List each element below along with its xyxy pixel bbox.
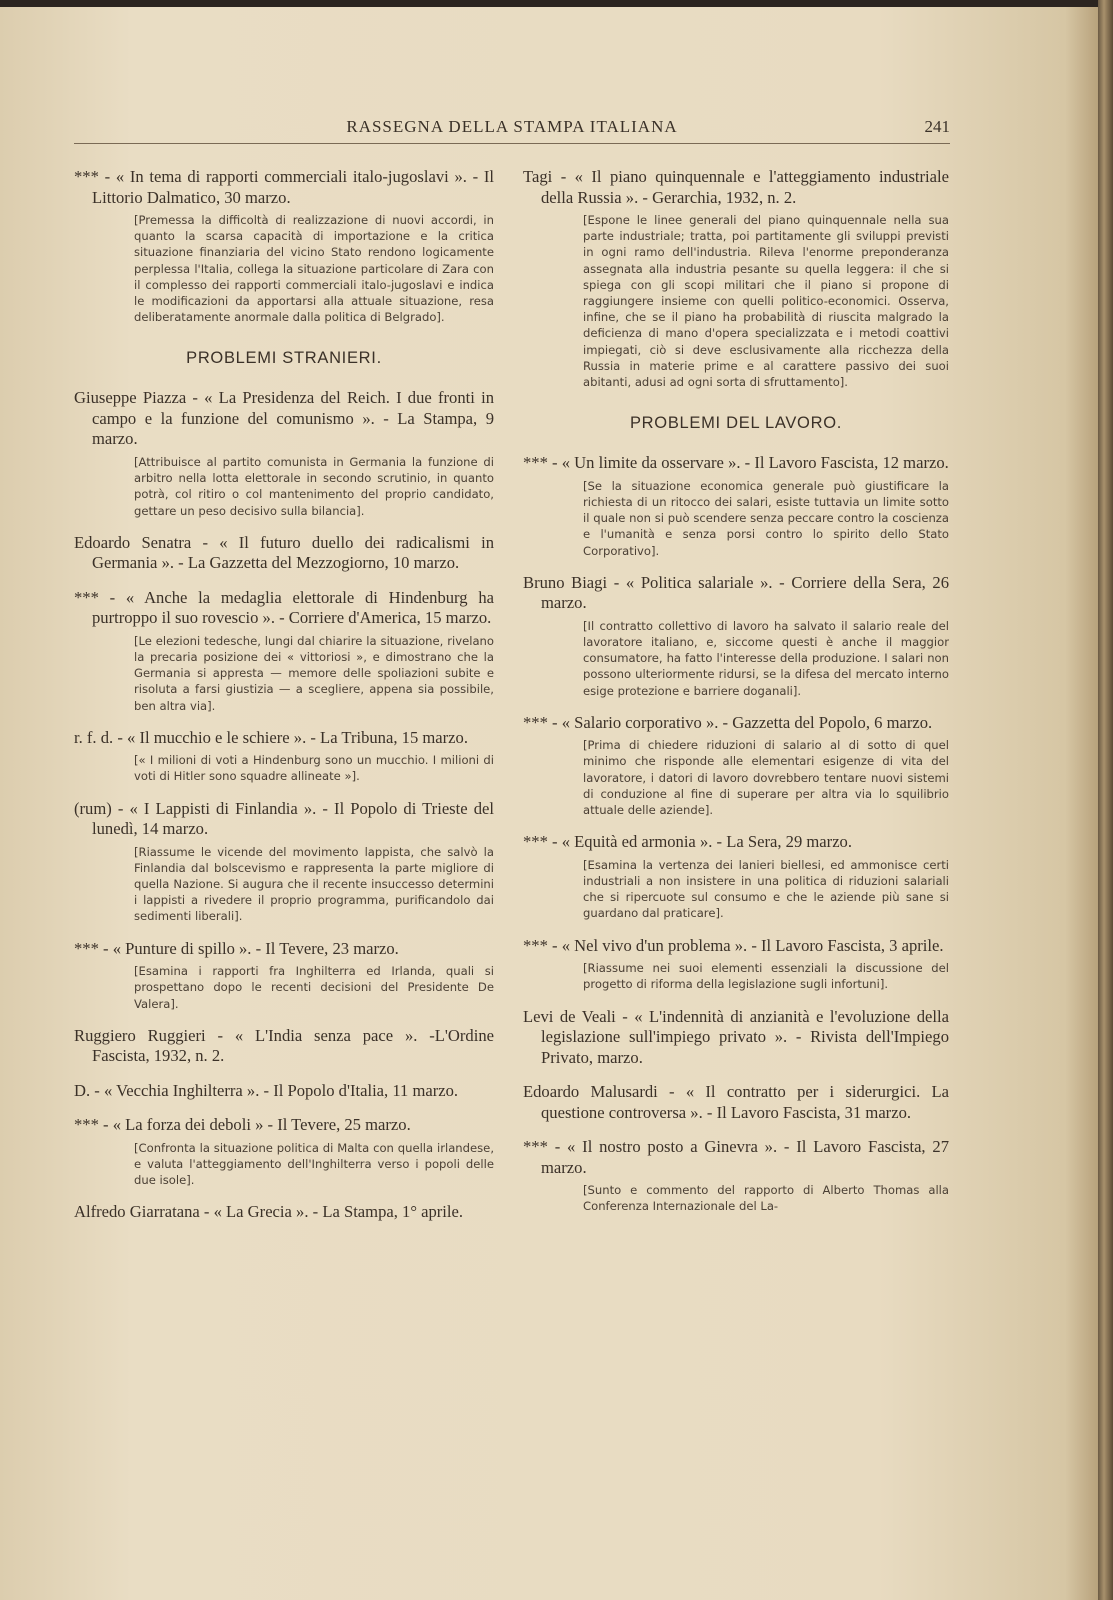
citation: *** - « Il nostro posto a Ginevra ». - Il Lavoro Fascista, 27 marzo.: [523, 1137, 949, 1177]
citation: Bruno Biagi - « Politica salariale ». - Corriere della Sera, 26 marzo.: [523, 572, 949, 613]
entry-list: [523, 453, 949, 1214]
summary: [Sunto e commento del rapporto di Alberto Thomas alla Conferenza Internazionale del La-: [583, 1183, 949, 1214]
entry: [523, 1007, 949, 1069]
entry: [74, 799, 494, 925]
summary: [Esamina i rapporti fra Inghilterra ed Irlanda, quali si prospettano dopo le recenti decisioni del Presidente De Valera].: [134, 964, 494, 1011]
entry: [523, 713, 949, 819]
entry: [74, 588, 494, 714]
page-edge: [1098, 0, 1113, 1600]
citation: *** - « Anche la medaglia elettorale di Hindenburg ha purtroppo il suo rovescio ». - Corriere d'America, 15 marzo.: [74, 587, 494, 628]
citation: *** - « In tema di rapporti commerciali italo-jugoslavi ». - Il Littorio Dalmatico, 30 marzo.: [74, 167, 494, 207]
summary: [Premessa la difficoltà di realizzazione di nuovi accordi, in quanto la scarsa capacità di importazione e la critica situazione finanziaria del vicino Stato rendono logicamente perplessa l'Italia, collega la situazione particolare di Zara con il complesso dei rapporti commerciali italo-jugoslavi e indica le modificazioni da apportarsi alla attuale situazione, resa deliberatamente anormale dalla politica di Belgrado].: [134, 213, 494, 325]
citation: Alfredo Giarratana - « La Grecia ». - La Stampa, 1° aprile.: [74, 1202, 464, 1222]
citation: Tagi - « Il piano quinquennale e l'atteggiamento industriale della Russia ». - Gerarchia, 1932, n. 2.: [523, 167, 949, 207]
citation: D. - « Vecchia Inghilterra ». - Il Popolo d'Italia, 11 marzo.: [74, 1080, 459, 1100]
entry: [74, 728, 494, 785]
section-title: PROBLEMI STRANIERI.: [186, 349, 382, 368]
citation: *** - « Nel vivo d'un problema ». - Il Lavoro Fascista, 3 aprile.: [523, 935, 944, 955]
entry: [523, 453, 949, 559]
summary: [Confronta la situazione politica di Malta con quella irlandese, e valuta l'atteggiamento dell'Inghilterra verso i popoli delle due isole].: [134, 1140, 494, 1188]
citation: Levi de Veali - « L'indennità di anzianità e l'evoluzione della legislazione sull'impiego privato ». - Rivista dell'Impiego Privato, marzo.: [523, 1006, 949, 1067]
entry: [523, 573, 949, 699]
citation: Ruggiero Ruggieri - « L'India senza pace ». -L'Ordine Fascista, 1932, n. 2.: [74, 1025, 494, 1066]
citation: *** - « La forza dei deboli » - Il Tevere, 25 marzo.: [74, 1115, 411, 1135]
right-column: [523, 167, 949, 1228]
entry: [523, 936, 949, 993]
entry: [74, 1081, 494, 1102]
summary: [Riassume le vicende del movimento lappista, che salvò la Finlandia dal bolscevismo e rappresenta la parte migliore di quella Nazione. Si augura che il recente insuccesso determini i lappisti a rivedere il proprio programma, purificandolo dai sedimenti liberali].: [134, 844, 494, 924]
summary: [« I milioni di voti a Hindenburg sono un mucchio. I milioni di voti di Hitler sono squadre allineate »].: [134, 753, 494, 784]
summary: [Esamina la vertenza dei lanieri biellesi, ed ammonisce certi industriali a non insistere in una politica di riduzioni salariali che si ripercuote sul consumo e che le aziende più sane si guardano dal praticare].: [583, 857, 949, 921]
citation: *** - « Equità ed armonia ». - La Sera, 29 marzo.: [523, 832, 852, 852]
page-header: [74, 113, 950, 141]
summary: [Se la situazione economica generale può giustificare la richiesta di un ritocco dei salari, esiste tuttavia un limite sotto il quale non si può scendere senza peccare contro la coscienza e l'umanità e senza porsi contro lo spirito dello Stato Corporativo].: [583, 478, 949, 558]
entry: [74, 388, 494, 518]
summary: [Espone le linee generali del piano quinquennale nella sua parte industriale; tratta, poi partitamente gli sviluppi previsti in ogni ramo dell'industria. Rileva l'enorme preponderanza assegnata alla industria pesante su quella leggera: il che si spiega con gli scopi militari che il piano si propone di raggiungere insieme con quelli politico-economici. Osserva, infine, che se il piano ha probabilità di riuscita malgrado la deficienza di mano d'opera specializzata e i metodi coattivi impiegati, ciò si deve esclusivamente alla ricchezza della Russia in materie prime e al carattere passivo dei suoi abitanti, adusi ad ogni sorta di sfruttamento].: [583, 213, 949, 390]
summary: [Il contratto collettivo di lavoro ha salvato il salario reale del lavoratore italiano, e, siccome questi è anche il maggior consumatore, ha fatto l'interesse della produzione. I salari non possono ulteriormente ridursi, se la difesa del mercato interno esige protezione e barriere doganali].: [583, 618, 949, 698]
citation: r. f. d. - « Il mucchio e le schiere ». - La Tribuna, 15 marzo.: [74, 727, 468, 747]
entry: [74, 1026, 494, 1067]
citation: *** - « Un limite da osservare ». - Il Lavoro Fascista, 12 marzo.: [523, 453, 949, 473]
entry: [74, 1115, 494, 1188]
entry: [74, 939, 494, 1012]
running-title: RASSEGNA DELLA STAMPA ITALIANA: [346, 117, 678, 136]
entry: [74, 533, 494, 574]
citation: Edoardo Malusardi - « Il contratto per i siderurgici. La questione controversa ». - Il Lavoro Fascista, 31 marzo.: [523, 1082, 949, 1122]
citation: *** - « Salario corporativo ». - Gazzetta del Popolo, 6 marzo.: [523, 712, 933, 732]
citation: (rum) - « I Lappisti di Finlandia ». - Il Popolo di Trieste del lunedì, 14 marzo.: [74, 798, 494, 839]
citation: Giuseppe Piazza - « La Presidenza del Reich. I due fronti in campo e la funzione del comunismo ». - La Stampa, 9 marzo.: [74, 388, 494, 449]
entry: [523, 832, 949, 921]
entry: [74, 1202, 494, 1223]
entry: [523, 1082, 949, 1123]
citation: *** - « Punture di spillo ». - Il Tevere, 23 marzo.: [74, 938, 399, 958]
summary: [Riassume nei suoi elementi essenziali la discussione del progetto di riforma della legislazione sugli infortuni].: [583, 961, 949, 992]
left-column: [74, 167, 494, 1237]
header-rule: [74, 143, 950, 144]
section-title: PROBLEMI DEL LAVORO.: [629, 414, 843, 433]
entry: [523, 1137, 949, 1214]
summary: [Le elezioni tedesche, lungi dal chiarire la situazione, rivelano la precaria posizione dei « vittoriosi », e dimostrano che la Germania si appresta — memore delle spoliazioni subite e risoluta a farsi giustizia — a scegliere, appena sia possibile, ben altra via].: [134, 633, 494, 713]
entry: [523, 167, 949, 390]
citation: Edoardo Senatra - « Il futuro duello dei radicalismi in Germania ». - La Gazzetta del Mezzogiorno, 10 marzo.: [74, 532, 494, 573]
summary: [Prima di chiedere riduzioni di salario al di sotto di quel minimo che risponde alle elementari esigenze di vita del lavoratore, i datori di lavoro dovrebbero tentare nuovi sistemi di conduzione al fine di superare per altra via lo squilibrio attuale delle aziende].: [583, 738, 949, 818]
entry: [74, 167, 494, 325]
entry-list: [74, 388, 494, 1222]
page-number: 241: [924, 117, 950, 136]
summary: [Attribuisce al partito comunista in Germania la funzione di arbitro nella lotta elettorale in secondo scrutinio, in quanto potrà, col ritiro o col mantenimento del proprio candidato, gettare un peso decisivo sulla bilancia].: [134, 454, 494, 518]
